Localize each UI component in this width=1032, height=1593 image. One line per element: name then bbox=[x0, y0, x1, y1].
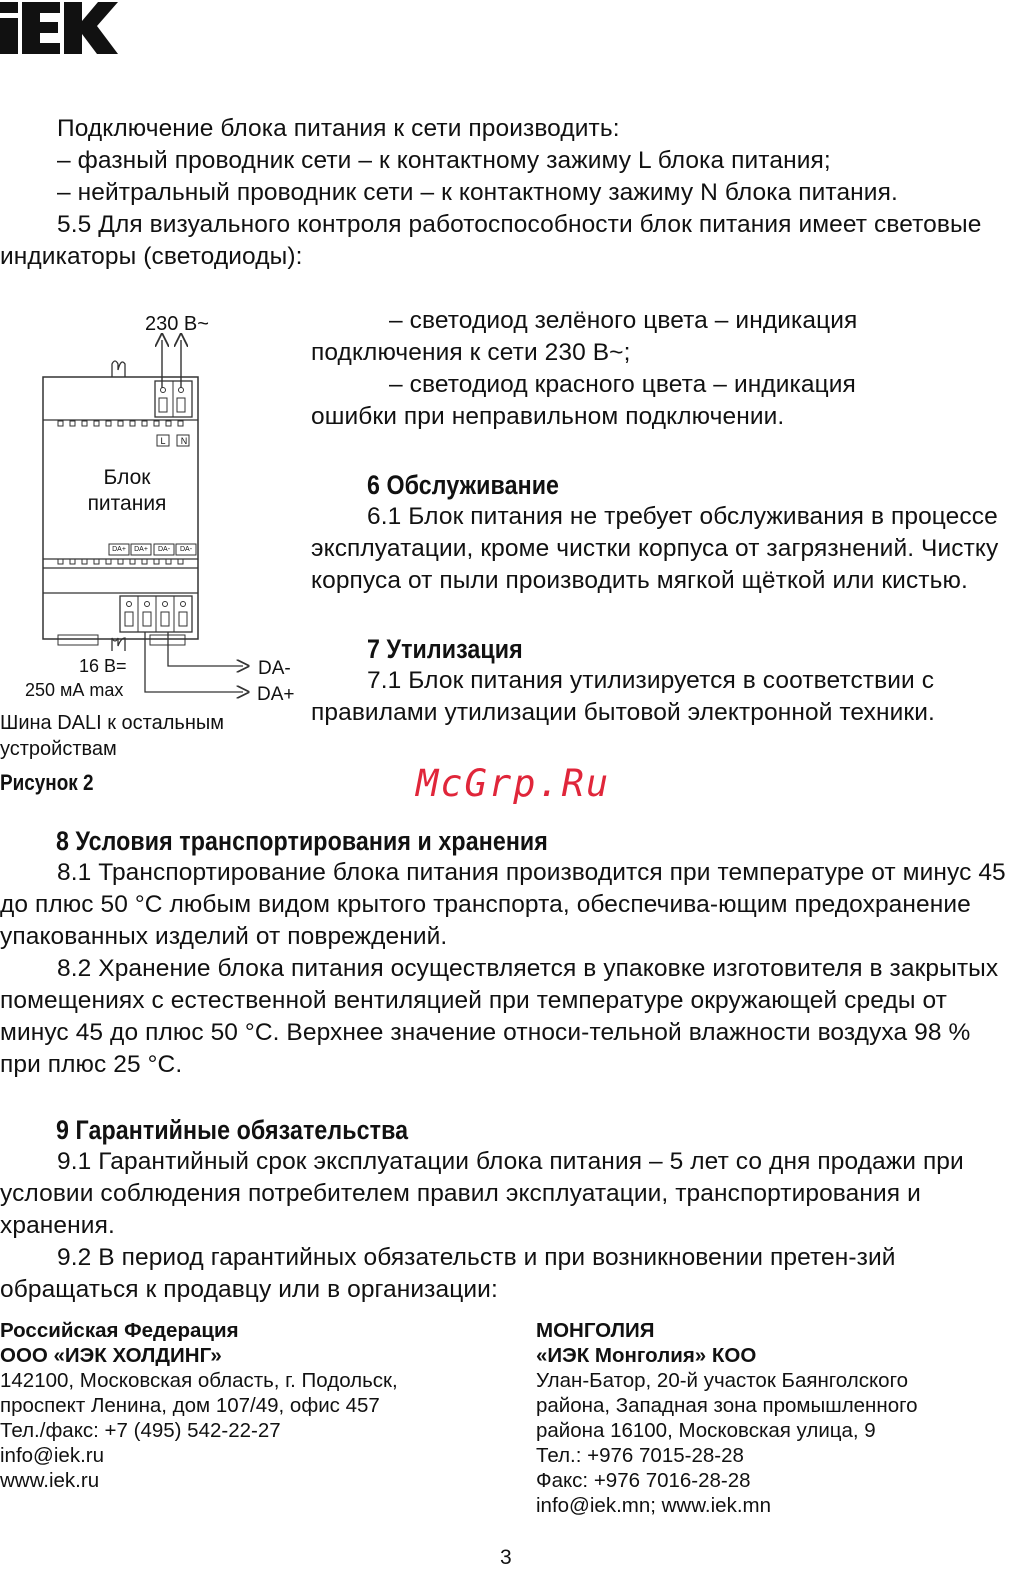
iek-logo-graphic bbox=[0, 2, 118, 54]
da-label-4: DA- bbox=[179, 546, 193, 553]
contacts-mn-line3: района 16100, Московская улица, 9 bbox=[536, 1419, 876, 1442]
da-label-1: DA+ bbox=[112, 546, 126, 553]
contacts-mn-fax: Факс: +976 7016-28-28 bbox=[536, 1469, 751, 1492]
section9-p2: 9.2 В период гарантийных обязательств и при возникновении претен-зий обращаться к продавцу или в организации: bbox=[0, 1244, 896, 1303]
section7-title: 7 Утилизация bbox=[367, 634, 523, 664]
intro-p3: – нейтральный проводник сети – к контактному зажиму N блока питания. bbox=[57, 179, 898, 206]
section8-p1: 8.1 Транспортирование блока питания производится при температуре от минус 45 до плюс 50 °С любым видом крытого транспорта, обеспечива-ющим предохранение упакованных изделий от повреждений. bbox=[0, 859, 1006, 950]
watermark: McGrp.Ru bbox=[416, 762, 611, 805]
contacts-mn-email-web[interactable]: info@iek.mn; www.iek.mn bbox=[536, 1494, 771, 1517]
dali-bus-line1: Шина DALI к остальным bbox=[0, 712, 224, 734]
section6-title: 6 Обслуживание bbox=[367, 470, 560, 500]
da-label-3: DA- bbox=[157, 546, 171, 553]
terminal-l-label: L bbox=[160, 436, 166, 446]
indicator-red: – светодиод красного цвета – индикация ошибки при неправильном подключении. bbox=[311, 371, 856, 430]
contacts-ru-line2: проспект Ленина, дом 107/49, офис 457 bbox=[0, 1394, 380, 1417]
right-column bbox=[311, 305, 1023, 729]
output-current-label: 250 мА max bbox=[25, 680, 124, 700]
block-label-line1: Блок bbox=[103, 466, 151, 489]
block-label bbox=[43, 465, 211, 517]
contacts-ru-line1: 142100, Московская область, г. Подольск, bbox=[0, 1369, 398, 1392]
dali-bus-label bbox=[0, 710, 224, 762]
intro-p1: Подключение блока питания к сети производить: bbox=[57, 115, 620, 142]
section9-p1: 9.1 Гарантийный срок эксплуатации блока питания – 5 лет со дня продажи при условии соблюдения потребителем правил эксплуатации, транспортирования и хранения. bbox=[0, 1148, 964, 1239]
block-label-line2: питания bbox=[87, 492, 167, 515]
contacts-mongolia bbox=[536, 1318, 1026, 1518]
contacts-mn-line2: района, Западная зона промышленного bbox=[536, 1394, 918, 1417]
intro-p2: – фазный проводник сети – к контактному зажиму L блока питания; bbox=[57, 147, 831, 174]
section9 bbox=[0, 1114, 1012, 1306]
contacts-ru-country: Российская Федерация bbox=[0, 1319, 239, 1342]
indicator-green: – светодиод зелёного цвета – индикация подключения к сети 230 В~; bbox=[311, 307, 858, 366]
section8 bbox=[0, 825, 1012, 1081]
intro-p4: 5.5 Для визуального контроля работоспособности блок питания имеет световые индикаторы (светодиоды): bbox=[0, 211, 982, 270]
terminal-n-label: N bbox=[180, 436, 188, 446]
da-minus-label: DA- bbox=[258, 658, 291, 679]
section9-title: 9 Гарантийные обязательства bbox=[56, 1115, 409, 1145]
contacts-ru-line3: Тел./факс: +7 (495) 542-22-27 bbox=[0, 1419, 281, 1442]
contacts-russia bbox=[0, 1318, 520, 1493]
contacts-ru-company: ООО «ИЭК ХОЛДИНГ» bbox=[0, 1344, 222, 1367]
output-voltage-label: 16 В= bbox=[79, 656, 127, 676]
section7-p1: 7.1 Блок питания утилизируется в соответствии с правилами утилизации бытовой электронной техники. bbox=[311, 667, 935, 726]
page-number: 3 bbox=[500, 1546, 512, 1569]
intro-section bbox=[0, 113, 1030, 273]
figure-caption: Рисунок 2 bbox=[0, 770, 94, 795]
section8-p2: 8.2 Хранение блока питания осуществляется в упаковке изготовителя в закрытых помещениях с естественной вентиляцией при температуре окружающей среды от минус 45 до плюс 50 °С. Верхнее значение относи-тельной влажности воздуха 98 % при плюс 25 °С. bbox=[0, 955, 999, 1078]
da-label-2: DA+ bbox=[134, 546, 148, 553]
input-voltage-label: 230 В~ bbox=[145, 313, 209, 335]
figure-2 bbox=[0, 308, 310, 798]
da-plus-label: DA+ bbox=[257, 684, 295, 705]
contacts-mn-country: МОНГОЛИЯ bbox=[536, 1319, 655, 1342]
section6-p1: 6.1 Блок питания не требует обслуживания в процессе эксплуатации, кроме чистки корпуса от загрязнений. Чистку корпуса от пыли производить мягкой щёткой или кистью. bbox=[311, 503, 999, 594]
contacts-mn-line1: Улан-Батор, 20-й участок Баянголского bbox=[536, 1369, 908, 1392]
contacts-ru-email[interactable]: info@iek.ru bbox=[0, 1444, 104, 1467]
section8-title: 8 Условия транспортирования и хранения bbox=[56, 826, 548, 856]
contacts-ru-website[interactable]: www.iek.ru bbox=[0, 1469, 100, 1492]
dali-bus-line2: устройствам bbox=[0, 738, 117, 760]
contacts-mn-phone: Тел.: +976 7015-28-28 bbox=[536, 1444, 744, 1467]
contacts-mn-company: «ИЭК Монголия» КОО bbox=[536, 1344, 757, 1367]
iek-logo bbox=[0, 2, 118, 54]
